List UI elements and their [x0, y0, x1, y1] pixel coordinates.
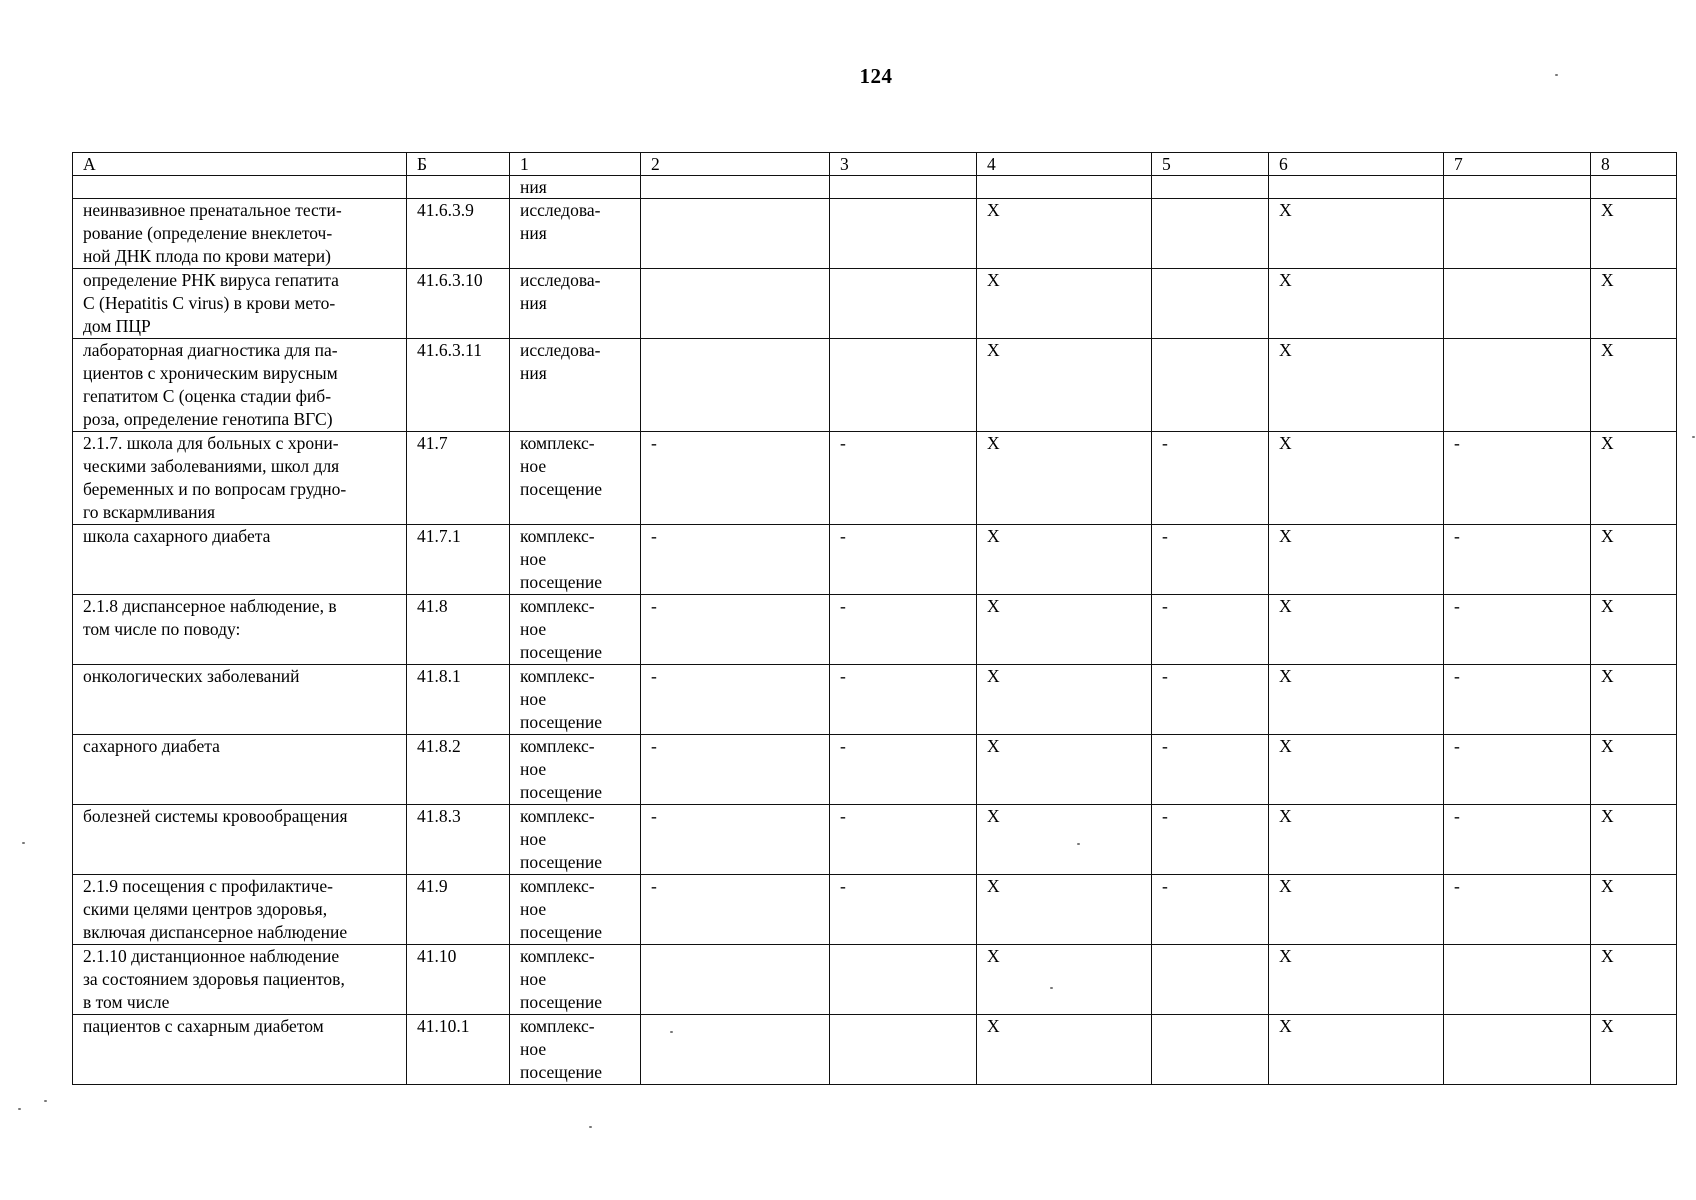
table-cell-col-2 — [641, 945, 830, 1015]
table-cell-col-5 — [1152, 805, 1269, 875]
cell-text: X — [1601, 526, 1614, 546]
table-cell-col-8 — [1591, 665, 1677, 735]
cell-text: - — [1454, 666, 1460, 686]
header-cell-1: 1 — [510, 153, 641, 176]
continuation-cell: ния — [510, 176, 641, 199]
table-cell-col-4 — [977, 945, 1152, 1015]
header-cell-7: 7 — [1444, 153, 1591, 176]
table-cell-col-5 — [1152, 665, 1269, 735]
table-cell-col-8 — [1591, 875, 1677, 945]
table-cell-col-5 — [1152, 735, 1269, 805]
table-cell-col-5 — [1152, 525, 1269, 595]
table-cell-col-a — [73, 595, 407, 665]
cell-text: - — [1162, 876, 1168, 896]
header-cell-6: 6 — [1269, 153, 1444, 176]
table-cell-col-8 — [1591, 269, 1677, 339]
table-row — [73, 735, 1677, 805]
cell-text: X — [1279, 876, 1292, 896]
cell-text: X — [987, 946, 1000, 966]
table-cell-col-1 — [510, 665, 641, 735]
cell-text: 2.1.8 диспансерное наблюдение, в том числе по поводу: — [83, 596, 337, 639]
table-cell-col-3 — [830, 875, 977, 945]
cell-text: 41.10.1 — [417, 1016, 470, 1036]
cell-text: лабораторная диагностика для па- циентов с хроническим вирусным гепатитом С (оценка стадии фиб- роза, определение генотипа ВГС) — [83, 340, 338, 429]
table-cell-col-8 — [1591, 432, 1677, 525]
table-cell-col-2 — [641, 432, 830, 525]
table-cell-col-7 — [1444, 525, 1591, 595]
cell-text: - — [1454, 596, 1460, 616]
cell-text: 41.7.1 — [417, 526, 461, 546]
table-cell-col-4 — [977, 525, 1152, 595]
header-cell-4: 4 — [977, 153, 1152, 176]
cell-text: 41.6.3.11 — [417, 340, 482, 360]
cell-text: - — [1162, 666, 1168, 686]
table-cell-col-a — [73, 665, 407, 735]
cell-text: X — [987, 433, 1000, 453]
table-cell-col-8 — [1591, 805, 1677, 875]
cell-text: комплекс- ное посещение — [520, 526, 603, 592]
table-cell-col-3 — [830, 595, 977, 665]
cell-text: 41.8 — [417, 596, 448, 616]
table-cell-col-4 — [977, 269, 1152, 339]
table-cell-col-6 — [1269, 875, 1444, 945]
cell-text: - — [1162, 596, 1168, 616]
cell-text: X — [1601, 340, 1614, 360]
table-cell-col-a — [73, 875, 407, 945]
cell-text: X — [987, 736, 1000, 756]
cell-text: - — [1454, 526, 1460, 546]
cell-text: X — [1279, 596, 1292, 616]
cell-text: болезней системы кровообращения — [83, 806, 348, 826]
cell-text: X — [1279, 806, 1292, 826]
table-cell-col-4 — [977, 199, 1152, 269]
table-cell-col-4 — [977, 805, 1152, 875]
table-row — [73, 269, 1677, 339]
table-row — [73, 665, 1677, 735]
table-cell-col-3 — [830, 1015, 977, 1085]
cell-text: X — [1279, 340, 1292, 360]
table-cell-col-8 — [1591, 735, 1677, 805]
cell-text: 41.6.3.9 — [417, 200, 474, 220]
cell-text: 41.8.3 — [417, 806, 461, 826]
cell-text: X — [1601, 876, 1614, 896]
header-cell-8: 8 — [1591, 153, 1677, 176]
cell-text: исследова- ния — [520, 200, 601, 243]
table-row — [73, 432, 1677, 525]
table-cell-col-b — [407, 525, 510, 595]
table-cell-col-8 — [1591, 1015, 1677, 1085]
cell-text: - — [840, 876, 846, 896]
scan-speck — [1555, 74, 1558, 76]
table-cell-col-2 — [641, 665, 830, 735]
table-row — [73, 199, 1677, 269]
table-cell-col-7 — [1444, 735, 1591, 805]
table-cell-col-6 — [1269, 945, 1444, 1015]
table-cell-col-4 — [977, 875, 1152, 945]
table-cell-col-6 — [1269, 525, 1444, 595]
cell-text: X — [987, 1016, 1000, 1036]
cell-text: 41.6.3.10 — [417, 270, 483, 290]
table-cell-col-8 — [1591, 945, 1677, 1015]
table-cell-col-3 — [830, 735, 977, 805]
table-cell-col-5 — [1152, 339, 1269, 432]
table-cell-col-2 — [641, 199, 830, 269]
table-cell-col-5 — [1152, 269, 1269, 339]
cell-text: X — [1279, 666, 1292, 686]
cell-text: определение РНК вируса гепатита С (Hepatitis C virus) в крови мето- дом ПЦР — [83, 270, 339, 336]
continuation-cell — [830, 176, 977, 199]
table-cell-col-a — [73, 269, 407, 339]
table-body — [73, 153, 1677, 1085]
cell-text: 2.1.7. школа для больных с хрони- ческими заболеваниями, школ для беременных и по вопросам грудно- го вскармливания — [83, 433, 347, 522]
table-cell-col-1 — [510, 1015, 641, 1085]
cell-text: комплекс- ное посещение — [520, 433, 603, 499]
cell-text: X — [987, 200, 1000, 220]
table-cell-col-a — [73, 805, 407, 875]
table-cell-col-2 — [641, 875, 830, 945]
table-cell-col-1 — [510, 805, 641, 875]
cell-text: - — [651, 666, 657, 686]
cell-text: X — [1279, 200, 1292, 220]
table-cell-col-a — [73, 735, 407, 805]
scan-speck — [1077, 843, 1080, 845]
table-cell-col-1 — [510, 595, 641, 665]
scan-speck — [18, 1108, 21, 1110]
table-cell-col-8 — [1591, 525, 1677, 595]
table-cell-col-1 — [510, 199, 641, 269]
table-cell-col-b — [407, 339, 510, 432]
table-row — [73, 525, 1677, 595]
cell-text: - — [651, 806, 657, 826]
continuation-cell — [641, 176, 830, 199]
table-cell-col-2 — [641, 269, 830, 339]
scan-speck — [1050, 987, 1053, 989]
cell-text: - — [1162, 433, 1168, 453]
scan-speck — [589, 1126, 592, 1128]
table-cell-col-3 — [830, 269, 977, 339]
cell-text: - — [840, 736, 846, 756]
table-cell-col-3 — [830, 432, 977, 525]
cell-text: 2.1.9 посещения с профилактиче- скими целями центров здоровья, включая диспансерное наблюдение — [83, 876, 348, 942]
table-cell-col-1 — [510, 875, 641, 945]
table-cell-col-4 — [977, 1015, 1152, 1085]
table-cell-col-6 — [1269, 339, 1444, 432]
scan-speck — [670, 1031, 673, 1033]
cell-text: комплекс- ное посещение — [520, 876, 603, 942]
table-cell-col-7 — [1444, 665, 1591, 735]
table-cell-col-b — [407, 432, 510, 525]
cell-text: комплекс- ное посещение — [520, 666, 603, 732]
header-cell-a: А — [73, 153, 407, 176]
table-cell-col-1 — [510, 525, 641, 595]
table-cell-col-6 — [1269, 432, 1444, 525]
cell-text: школа сахарного диабета — [83, 526, 271, 546]
continuation-cell — [1152, 176, 1269, 199]
table-cell-col-2 — [641, 1015, 830, 1085]
cell-text: комплекс- ное посещение — [520, 806, 603, 872]
table-cell-col-4 — [977, 735, 1152, 805]
cell-text: - — [1162, 736, 1168, 756]
table-cell-col-7 — [1444, 595, 1591, 665]
table-row — [73, 945, 1677, 1015]
cell-text: 41.9 — [417, 876, 448, 896]
cell-text: - — [1454, 433, 1460, 453]
table-cell-col-5 — [1152, 595, 1269, 665]
cell-text: - — [1162, 526, 1168, 546]
table-cell-col-3 — [830, 665, 977, 735]
table-cell-col-8 — [1591, 595, 1677, 665]
table-cell-col-5 — [1152, 432, 1269, 525]
table-cell-col-3 — [830, 339, 977, 432]
table-cell-col-7 — [1444, 875, 1591, 945]
table-cell-col-3 — [830, 945, 977, 1015]
cell-text: X — [987, 340, 1000, 360]
cell-text: X — [987, 526, 1000, 546]
table-cell-col-4 — [977, 339, 1152, 432]
table-cell-col-5 — [1152, 1015, 1269, 1085]
table-row — [73, 805, 1677, 875]
cell-text: 41.8.2 — [417, 736, 461, 756]
continuation-cell — [407, 176, 510, 199]
cell-text: онкологических заболеваний — [83, 666, 300, 686]
services-table — [72, 152, 1677, 1085]
cell-text: - — [1454, 736, 1460, 756]
table-cell-col-b — [407, 269, 510, 339]
cell-text: X — [987, 806, 1000, 826]
table-row — [73, 595, 1677, 665]
table-row — [73, 1015, 1677, 1085]
cell-text: - — [1162, 806, 1168, 826]
cell-text: X — [1601, 433, 1614, 453]
cell-text: - — [1454, 806, 1460, 826]
table-cell-col-1 — [510, 432, 641, 525]
table-cell-col-4 — [977, 595, 1152, 665]
table-cell-col-1 — [510, 339, 641, 432]
cell-text: X — [987, 596, 1000, 616]
cell-text: 2.1.10 дистанционное наблюдение за состоянием здоровья пациентов, в том числе — [83, 946, 345, 1012]
table-cell-col-4 — [977, 665, 1152, 735]
table-cell-col-b — [407, 805, 510, 875]
continuation-cell — [73, 176, 407, 199]
cell-text: - — [651, 433, 657, 453]
cell-text: X — [1601, 666, 1614, 686]
cell-text: X — [1601, 806, 1614, 826]
header-cell-2: 2 — [641, 153, 830, 176]
table-row — [73, 339, 1677, 432]
continuation-cell — [977, 176, 1152, 199]
table-cell-col-6 — [1269, 595, 1444, 665]
table-cell-col-7 — [1444, 1015, 1591, 1085]
continuation-cell — [1591, 176, 1677, 199]
table-cell-col-5 — [1152, 945, 1269, 1015]
cell-text: X — [1279, 270, 1292, 290]
table-cell-col-a — [73, 1015, 407, 1085]
cell-text: X — [1601, 736, 1614, 756]
table-cell-col-b — [407, 875, 510, 945]
table-cell-col-6 — [1269, 269, 1444, 339]
table-cell-col-2 — [641, 339, 830, 432]
cell-text: X — [1601, 596, 1614, 616]
table-cell-col-6 — [1269, 199, 1444, 269]
table-cell-col-1 — [510, 269, 641, 339]
cell-text: пациентов с сахарным диабетом — [83, 1016, 324, 1036]
cell-text: 41.8.1 — [417, 666, 461, 686]
table-cell-col-b — [407, 199, 510, 269]
table-cell-col-6 — [1269, 805, 1444, 875]
cell-text: - — [1454, 876, 1460, 896]
table-cell-col-8 — [1591, 199, 1677, 269]
table-cell-col-3 — [830, 199, 977, 269]
cell-text: 41.10 — [417, 946, 457, 966]
scan-speck — [1692, 436, 1695, 438]
table-cell-col-6 — [1269, 1015, 1444, 1085]
table-cell-col-7 — [1444, 199, 1591, 269]
cell-text: 41.7 — [417, 433, 448, 453]
table-cell-col-2 — [641, 595, 830, 665]
table-cell-col-1 — [510, 735, 641, 805]
scan-speck — [22, 842, 25, 844]
table-row — [73, 875, 1677, 945]
table-cell-col-7 — [1444, 805, 1591, 875]
cell-text: - — [651, 596, 657, 616]
table-cell-col-3 — [830, 805, 977, 875]
cell-text: - — [840, 596, 846, 616]
cell-text: сахарного диабета — [83, 736, 220, 756]
cell-text: X — [1279, 736, 1292, 756]
table-cell-col-7 — [1444, 432, 1591, 525]
cell-text: неинвазивное пренатальное тести- рование (определение внеклеточ- ной ДНК плода по крови матери) — [83, 200, 342, 266]
cell-text: X — [987, 876, 1000, 896]
page-number: 124 — [859, 64, 893, 88]
cell-text: X — [1601, 200, 1614, 220]
table-cell-col-1 — [510, 945, 641, 1015]
table-cell-col-2 — [641, 525, 830, 595]
cell-text: X — [1279, 946, 1292, 966]
cell-text: - — [651, 736, 657, 756]
cell-text: - — [840, 806, 846, 826]
table-cell-col-7 — [1444, 945, 1591, 1015]
cell-text: исследова- ния — [520, 340, 601, 383]
table-cell-col-5 — [1152, 875, 1269, 945]
header-cell-b: Б — [407, 153, 510, 176]
cell-text: комплекс- ное посещение — [520, 736, 603, 802]
cell-text: X — [1601, 270, 1614, 290]
table-cell-col-a — [73, 525, 407, 595]
table-cell-col-b — [407, 595, 510, 665]
table-cell-col-a — [73, 199, 407, 269]
header-row — [73, 153, 1677, 176]
cell-text: X — [987, 666, 1000, 686]
cell-text: исследова- ния — [520, 270, 601, 313]
table-cell-col-b — [407, 1015, 510, 1085]
cell-text: - — [651, 876, 657, 896]
continuation-row — [73, 176, 1677, 199]
table-cell-col-5 — [1152, 199, 1269, 269]
table-cell-col-8 — [1591, 339, 1677, 432]
cell-text: X — [1279, 526, 1292, 546]
header-cell-5: 5 — [1152, 153, 1269, 176]
table-cell-col-b — [407, 735, 510, 805]
cell-text: X — [1279, 1016, 1292, 1036]
cell-text: - — [840, 433, 846, 453]
table-cell-col-7 — [1444, 339, 1591, 432]
table-cell-col-2 — [641, 735, 830, 805]
cell-text: X — [1601, 1016, 1614, 1036]
cell-text: X — [987, 270, 1000, 290]
table-cell-col-b — [407, 665, 510, 735]
table-cell-col-a — [73, 339, 407, 432]
table-cell-col-2 — [641, 805, 830, 875]
continuation-cell — [1269, 176, 1444, 199]
cell-text: комплекс- ное посещение — [520, 1016, 603, 1082]
continuation-cell — [1444, 176, 1591, 199]
table-cell-col-a — [73, 945, 407, 1015]
scan-speck — [44, 1100, 47, 1102]
cell-text: - — [651, 526, 657, 546]
cell-text: комплекс- ное посещение — [520, 946, 603, 1012]
table-cell-col-a — [73, 432, 407, 525]
table-cell-col-4 — [977, 432, 1152, 525]
cell-text: X — [1279, 433, 1292, 453]
cell-text: комплекс- ное посещение — [520, 596, 603, 662]
table-cell-col-6 — [1269, 665, 1444, 735]
cell-text: - — [840, 526, 846, 546]
table-cell-col-6 — [1269, 735, 1444, 805]
header-cell-3: 3 — [830, 153, 977, 176]
table-cell-col-b — [407, 945, 510, 1015]
cell-text: - — [840, 666, 846, 686]
table-cell-col-7 — [1444, 269, 1591, 339]
cell-text: X — [1601, 946, 1614, 966]
table-cell-col-3 — [830, 525, 977, 595]
